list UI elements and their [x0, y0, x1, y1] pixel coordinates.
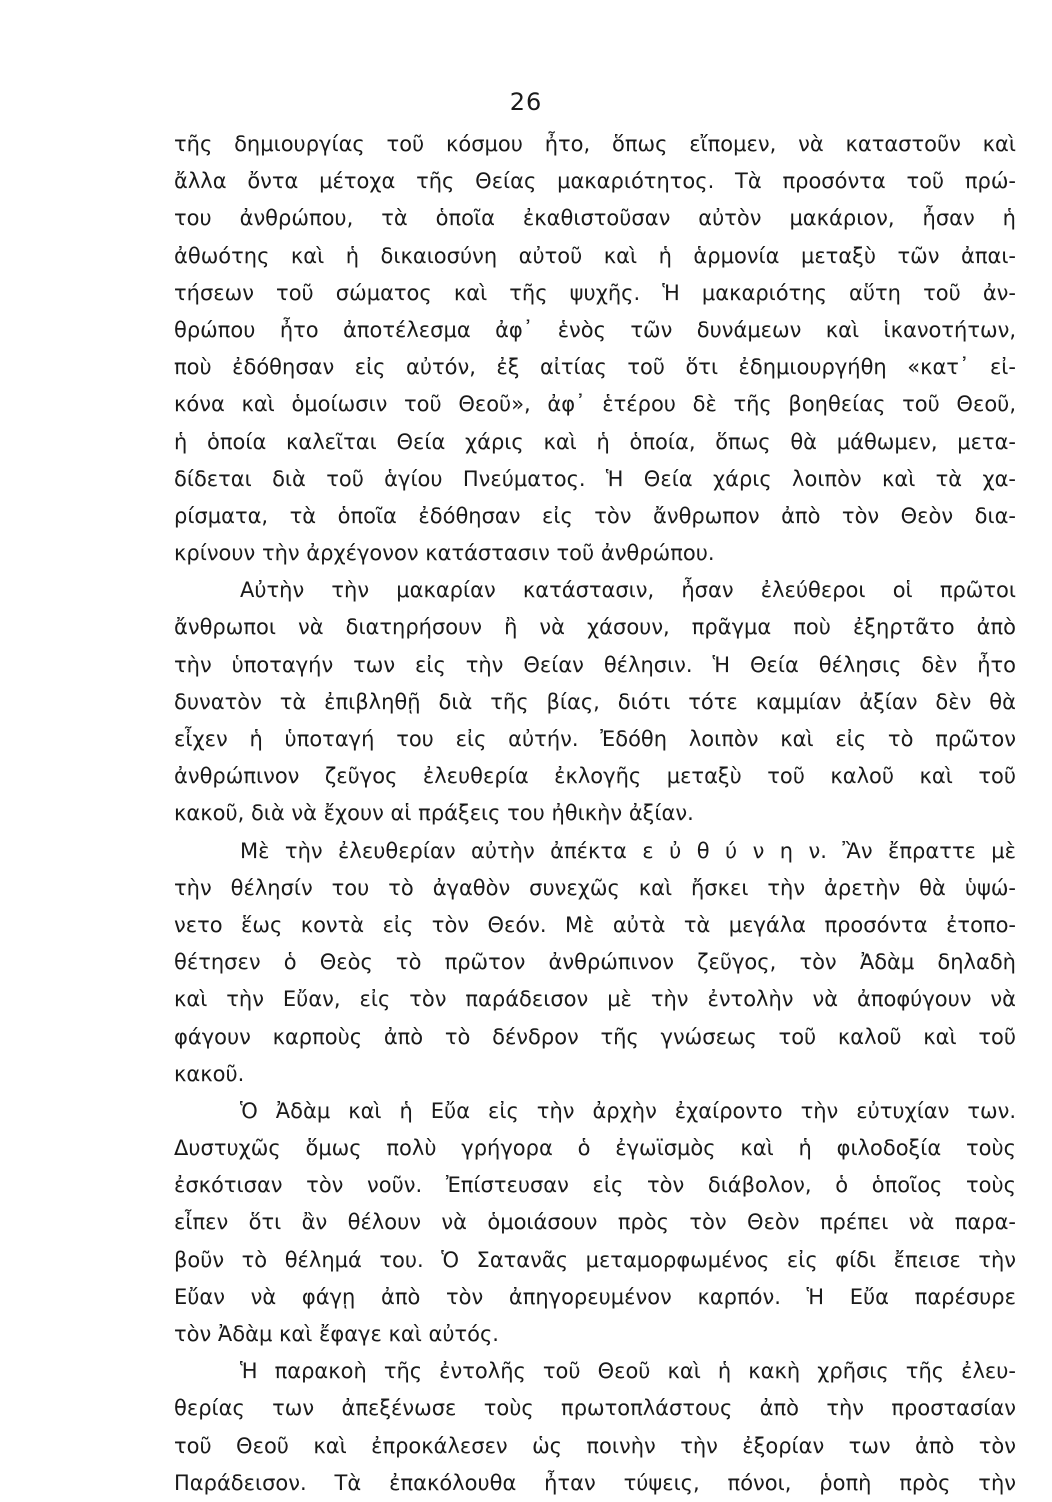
- paragraph-start-line: Ὁ Ἀδὰμ καὶ ἡ Εὔα εἰς τὴν ἀρχὴν ἐχαίροντο τὴν εὐτυχίαν των.: [240, 1098, 1016, 1123]
- text-line: ἀνθρώπινον ζεῦγος ἐλευθερία ἐκλογῆς μεταξὺ τοῦ καλοῦ καὶ τοῦ: [174, 764, 1016, 789]
- text-line: θερίας των ἀπεξένωσε τοὺς πρωτοπλάστους ἀπὸ τὴν προστασίαν: [174, 1396, 1016, 1421]
- text-line: φάγουν καρποὺς ἀπὸ τὸ δένδρον τῆς γνώσεως τοῦ καλοῦ καὶ τοῦ: [174, 1024, 1016, 1049]
- text-line: Δυστυχῶς ὅμως πολὺ γρήγορα ὁ ἐγωϊσμὸς καὶ ἡ φιλοδοξία τοὺς: [174, 1136, 1016, 1161]
- text-line: τὴν θέλησίν του τὸ ἀγαθὸν συνεχῶς καὶ ἤσκει τὴν ἀρετὴν θὰ ὑψώ-: [174, 875, 1016, 900]
- text-line: νετο ἕως κοντὰ εἰς τὸν Θεόν. Μὲ αὐτὰ τὰ μεγάλα προσόντα ἐτοπο-: [174, 912, 1016, 937]
- paragraph-start-line: Ἡ παρακοὴ τῆς ἐντολῆς τοῦ Θεοῦ καὶ ἡ κακὴ χρῆσις τῆς ἐλευ-: [240, 1359, 1016, 1384]
- text-line: κακοῦ.: [174, 1061, 245, 1086]
- text-line: τοῦ Θεοῦ καὶ ἐπροκάλεσεν ὡς ποινὴν τὴν ἐξορίαν των ἀπὸ τὸν: [174, 1433, 1016, 1458]
- text-line: βοῦν τὸ θέλημά του. Ὁ Σατανᾶς μεταμορφωμένος εἰς φίδι ἔπεισε τὴν: [174, 1247, 1016, 1272]
- text-line: τῆς δημιουργίας τοῦ κόσμου ἦτο, ὅπως εἴπομεν, νὰ καταστοῦν καὶ: [174, 132, 1016, 156]
- text-line: του ἀνθρώπου, τὰ ὁποῖα ἐκαθιστοῦσαν αὐτὸν μακάριον, ἦσαν ἡ: [174, 206, 1016, 231]
- text-line: θρώπου ἦτο ἀποτέλεσμα ἀφ᾽ ἑνὸς τῶν δυνάμεων καὶ ἱκανοτήτων,: [174, 317, 1016, 342]
- text-line: ἡ ὁποία καλεῖται Θεία χάρις καὶ ἡ ὁποία, ὅπως θὰ μάθωμεν, μετα-: [174, 429, 1016, 454]
- text-line: εἶχεν ἡ ὑποταγή του εἰς αὐτήν. Ἐδόθη λοιπὸν καὶ εἰς τὸ πρῶτον: [174, 727, 1016, 751]
- text-line: ἄνθρωποι νὰ διατηρήσουν ἢ νὰ χάσουν, πρᾶγμα ποὺ ἐξηρτᾶτο ἀπὸ: [174, 615, 1016, 640]
- text-line: ἐσκότισαν τὸν νοῦν. Ἐπίστευσαν εἰς τὸν διάβολον, ὁ ὁποῖος τοὺς: [174, 1173, 1016, 1198]
- paragraph-start-line: Μὲ τὴν ἐλευθερίαν αὐτὴν ἀπέκτα ε ὐ θ ύ ν η ν. Ἂν ἔπραττε μὲ: [240, 838, 1016, 863]
- text-line: τὸν Ἀδὰμ καὶ ἔφαγε καὶ αὐτός.: [174, 1322, 499, 1346]
- body-text: [174, 126, 1016, 1502]
- text-line: κακοῦ, διὰ νὰ ἔχουν αἱ πράξεις του ἠθικὴν ἀξίαν.: [174, 801, 694, 826]
- text-line: ἀθωότης καὶ ἡ δικαιοσύνη αὐτοῦ καὶ ἡ ἁρμονία μεταξὺ τῶν ἀπαι-: [174, 243, 1016, 268]
- text-line: Παράδεισον. Τὰ ἐπακόλουθα ἦταν τύψεις, πόνοι, ῥοπὴ πρὸς τὴν: [174, 1470, 1016, 1495]
- text-line: κόνα καὶ ὁμοίωσιν τοῦ Θεοῦ», ἀφ᾽ ἑτέρου δὲ τῆς βοηθείας τοῦ Θεοῦ,: [174, 392, 1016, 417]
- paragraph-start-line: Αὐτὴν τὴν μακαρίαν κατάστασιν, ἦσαν ἐλεύθεροι οἱ πρῶτοι: [240, 578, 1016, 603]
- text-line: ἄλλα ὄντα μέτοχα τῆς Θείας μακαριότητος. Τὰ προσόντα τοῦ πρώ-: [174, 169, 1016, 194]
- text-line: ρίσματα, τὰ ὁποῖα ἐδόθησαν εἰς τὸν ἄνθρωπον ἀπὸ τὸν Θεὸν δια-: [174, 503, 1016, 528]
- text-line: τὴν ὑποταγήν των εἰς τὴν Θείαν θέλησιν. Ἡ Θεία θέλησις δὲν ἦτο: [174, 652, 1016, 677]
- text-line: δυνατὸν τὰ ἐπιβληθῇ διὰ τῆς βίας, διότι τότε καμμίαν ἀξίαν δὲν θὰ: [174, 689, 1016, 714]
- page-number: 26: [509, 88, 543, 116]
- text-line: τήσεων τοῦ σώματος καὶ τῆς ψυχῆς. Ἡ μακαριότης αὕτη τοῦ ἀν-: [174, 280, 1016, 305]
- text-line: θέτησεν ὁ Θεὸς τὸ πρῶτον ἀνθρώπινον ζεῦγος, τὸν Ἀδὰμ δηλαδὴ: [174, 950, 1016, 975]
- text-line: εἶπεν ὅτι ἂν θέλουν νὰ ὁμοιάσουν πρὸς τὸν Θεὸν πρέπει νὰ παρα-: [174, 1210, 1016, 1235]
- text-line: δίδεται διὰ τοῦ ἁγίου Πνεύματος. Ἡ Θεία χάρις λοιπὸν καὶ τὰ χα-: [174, 466, 1016, 491]
- text-line: κρίνουν τὴν ἀρχέγονον κατάστασιν τοῦ ἀνθρώπου.: [174, 541, 715, 566]
- text-line: ποὺ ἐδόθησαν εἰς αὐτόν, ἐξ αἰτίας τοῦ ὅτι ἐδημιουργήθη «κατ᾽ εἰ-: [174, 355, 1016, 380]
- text-line: Εὔαν νὰ φάγῃ ἀπὸ τὸν ἀπηγορευμένον καρπόν. Ἡ Εὔα παρέσυρε: [174, 1284, 1016, 1309]
- text-line: καὶ τὴν Εὔαν, εἰς τὸν παράδεισον μὲ τὴν ἐντολὴν νὰ ἀποφύγουν νὰ: [174, 987, 1016, 1012]
